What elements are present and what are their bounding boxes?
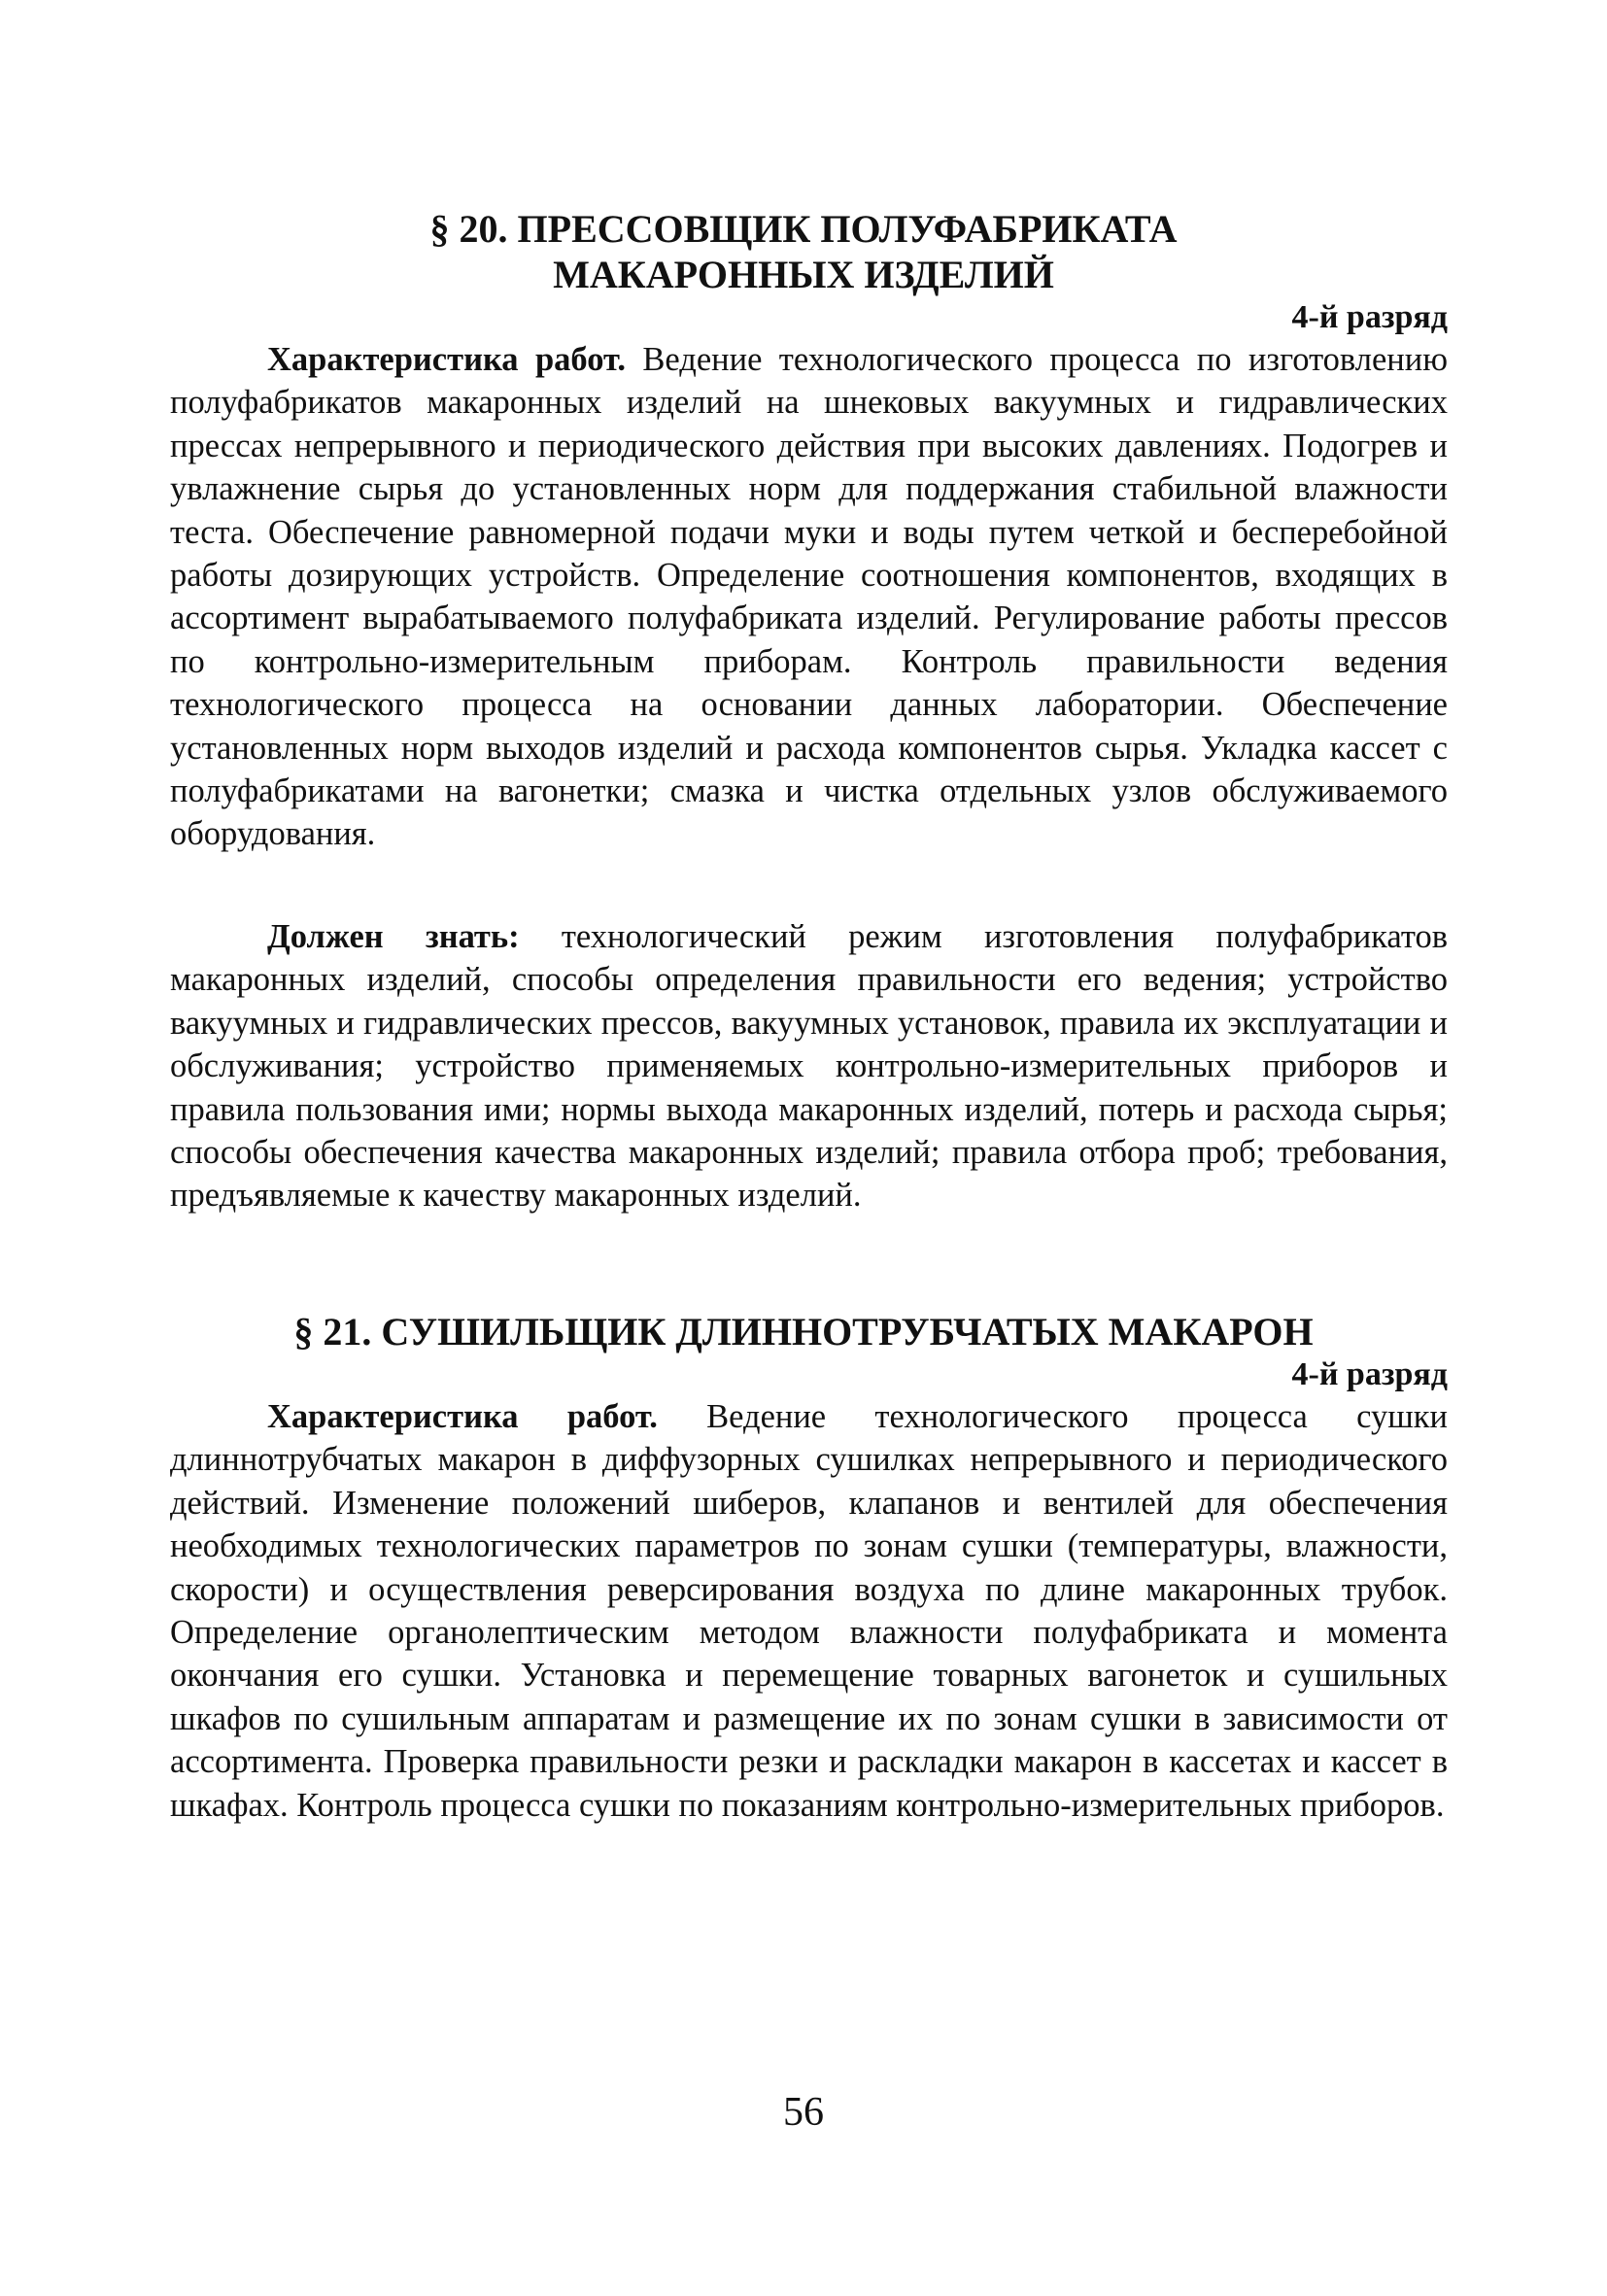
section-20-must-know xyxy=(170,915,1448,1217)
section-21-characteristic-text: Ведение технологического процесса сушки длиннотрубчатых макарон в диффузорных сушилках непрерывного и периодического действий. Изменение положений шиберов, клапанов и вентилей для обеспечения необходимых технологических параметров по зонам сушки (температуры, влажности, скорости) и осуществления реверсирования воздуха по длине макаронных трубок. Определение органолептическим методом влажности полуфабриката и момента окончания его сушки. Установка и перемещение товарных вагонеток и сушильных шкафов по сушильным аппаратам и размещение их по зонам сушки в зависимости от ассортимента. Проверка правильности резки и раскладки макарон в кассетах и кассет в шкафах. Контроль процесса сушки по показаниям контрольно-измерительных приборов. xyxy=(170,1398,1448,1824)
section-20-must-know-lead: Должен знать: xyxy=(267,918,520,955)
section-20-title-line2: МАКАРОННЫХ ИЗДЕЛИЙ xyxy=(553,253,1054,296)
page-number: 56 xyxy=(783,2090,824,2135)
section-21-title: § 21. СУШИЛЬЩИК ДЛИННОТРУБЧАТЫХ МАКАРОН xyxy=(293,1310,1314,1354)
section-20-rank: 4-й разряд xyxy=(1291,299,1448,335)
section-20-characteristic-lead: Характеристика работ. xyxy=(267,341,626,378)
section-20-title xyxy=(0,206,1607,297)
section-21-rank: 4-й разряд xyxy=(1291,1356,1448,1392)
section-21-characteristic-lead: Характеристика работ. xyxy=(267,1398,658,1435)
section-20-must-know-text: технологический режим изготовления полуфабрикатов макаронных изделий, способы определения правильности его ведения; устройство вакуумных и гидравлических прессов, вакуумных установок, правила их эксплуатации и обслуживания; устройство применяемых контрольно-измерительных приборов и правила пользования ими; нормы выхода макаронных изделий, потерь и расхода сырья; способы обеспечения качества макаронных изделий; правила отбора проб; требования, предъявляемые к качеству макаронных изделий. xyxy=(170,918,1448,1215)
section-20-characteristic-text: Ведение технологического процесса по изготовлению полуфабрикатов макаронных изделий на шнековых вакуумных и гидравлических прессах непрерывного и периодического действия при высоких давлениях. Подогрев и увлажнение сырья до установленных норм для поддержания стабильной влажности теста. Обеспечение равномерной подачи муки и воды путем четкой и бесперебойной работы дозирующих устройств. Определение соотношения компонентов, входящих в ассортимент вырабатываемого полуфабриката изделий. Регулирование работы прессов по контрольно-измерительным приборам. Контроль правильности ведения технологического процесса на основании данных лаборатории. Обеспечение установленных норм выходов изделий и расхода компонентов сырья. Укладка кассет с полуфабрикатами на вагонетки; смазка и чистка отдельных узлов обслуживаемого оборудования. xyxy=(170,341,1448,853)
section-21-characteristic xyxy=(170,1395,1448,1827)
section-20-characteristic xyxy=(170,338,1448,856)
section-20-title-line1: § 20. ПРЕССОВЩИК ПОЛУФАБРИКАТА xyxy=(429,207,1178,251)
